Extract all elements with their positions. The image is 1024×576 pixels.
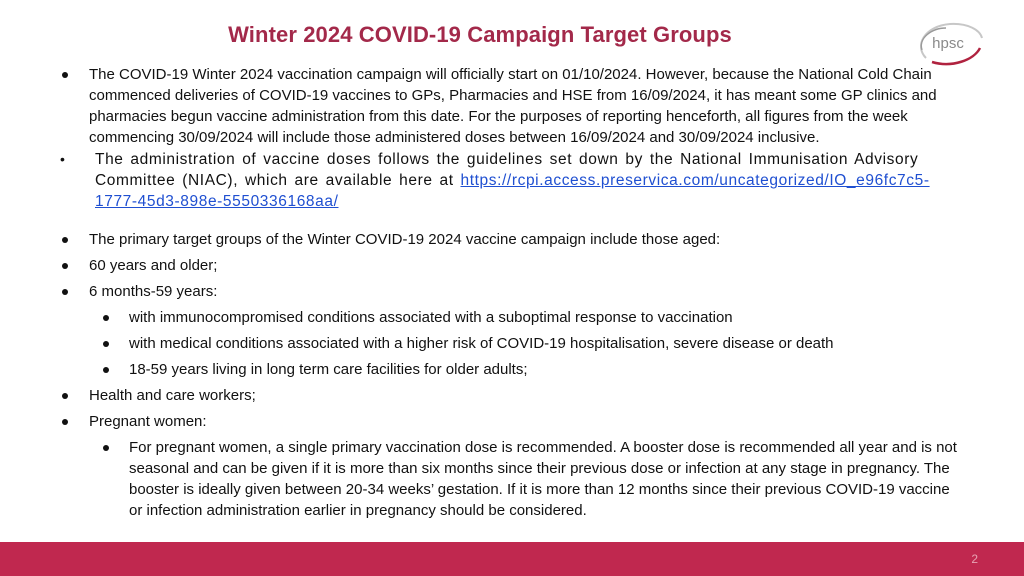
bullet-dot-icon	[103, 445, 109, 451]
bullet-campaign-start: The COVID-19 Winter 2024 vaccination campaign will officially start on 01/10/2024. However, because the National Cold Chain commenced deliveries of COVID-19 vaccines to GPs, Pharmacies and HSE from 16/09/2024, it has meant some GP clinics and pharmacies begun vaccine administration from this date. For the purposes of reporting henceforth, all figures from the week commencing 30/09/2024 will include those administered doses between 16/09/2024 and 30/09/2024 inclusive.	[56, 64, 968, 148]
bullet-niac-guidelines: • The administration of vaccine doses follows the guidelines set down by the National Immunisation Advisory Committee (NIAC), which are available here at https://rcpi.access.preservica.com/uncategorized/IO_e96fc7c5-1777-45d3-898e-5550336168aa/	[60, 151, 930, 210]
bullet-60-plus: 60 years and older;	[56, 255, 968, 276]
footer-bar	[0, 542, 1024, 576]
bullet-dot-icon	[103, 315, 109, 321]
sub-bullet-medical-conditions: with medical conditions associated with a higher risk of COVID-19 hospitalisation, severe disease or death	[56, 333, 968, 354]
slide-body	[56, 64, 968, 521]
bullet-dot-icon	[62, 72, 68, 78]
bullet-pregnant-women: Pregnant women:	[56, 411, 968, 432]
logo-text: hpsc	[932, 35, 964, 52]
niac-guidelines-link[interactable]: https://rcpi.access.preservica.com/uncategorized/IO_e96fc7c5-1777-45d3-898e-5550336168aa/	[95, 172, 930, 210]
hpsc-logo	[912, 20, 984, 68]
bullet-primary-target-groups: The primary target groups of the Winter COVID-19 2024 vaccine campaign include those aged:	[56, 229, 968, 250]
bullet-dot-icon	[62, 237, 68, 243]
bullet-dot-icon	[62, 263, 68, 269]
bullet-dot-icon	[62, 419, 68, 425]
slide-title: Winter 2024 COVID-19 Campaign Target Groups	[228, 22, 732, 47]
bullet-dot-icon	[103, 367, 109, 373]
bullet-6-months-59: 6 months-59 years:	[56, 281, 968, 302]
bullet-dot-icon	[103, 341, 109, 347]
sub-bullet-long-term-care: 18-59 years living in long term care facilities for older adults;	[56, 359, 968, 380]
sub-bullet-immunocompromised: with immunocompromised conditions associated with a suboptimal response to vaccination	[56, 307, 968, 328]
bullet-dot-icon	[62, 289, 68, 295]
bullet-dot-icon	[62, 393, 68, 399]
page-number: 2	[971, 552, 978, 566]
sub-bullet-pregnancy-dose: For pregnant women, a single primary vaccination dose is recommended. A booster dose is recommended all year and is not seasonal and can be given if it is more than six months since their previous dose or infection at any stage in pregnancy. The booster is ideally given between 20-34 weeks’ gestation. If it is more than 12 months since their previous COVID-19 vaccine or infection administration earlier in pregnancy should be considered.	[56, 437, 968, 521]
bullet-small-dot-icon: •	[60, 151, 65, 167]
bullet-health-care-workers: Health and care workers;	[56, 385, 968, 406]
